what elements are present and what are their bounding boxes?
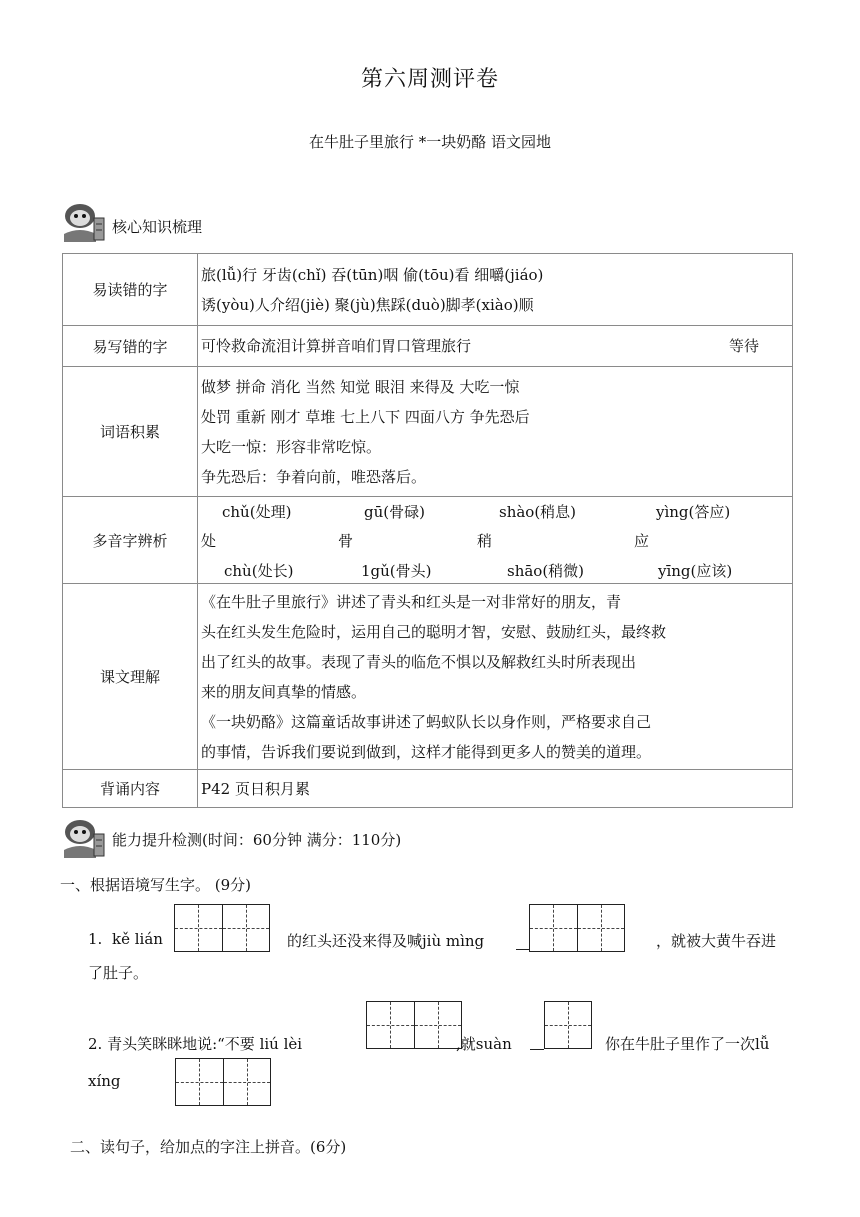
section-heading-ability: 能力提升检测(时间：60分钟 满分：110分) [112, 831, 402, 849]
row-header: 背诵内容 [63, 770, 198, 808]
polyphone-char: 骨 [338, 532, 354, 550]
polyphone-char: 处 [201, 532, 217, 550]
content-line: P42 页日积月累 [201, 779, 310, 798]
polyphone-reading: yīng(应该) [658, 562, 733, 580]
content-line: 头在红头发生危险时，运用自己的聪明才智，安慰、鼓励红头，最终救 [201, 622, 667, 641]
polyphone-reading: chǔ(处理) [222, 503, 292, 521]
q1-item2-text: 2. 青头笑眯眯地说:“不要 liú lèi [88, 1035, 303, 1053]
q1-item2-text-cont2: 你在牛肚子里作了一次lǚ [605, 1035, 770, 1053]
polyphone-char: 应 [634, 532, 650, 550]
content-line: 大吃一惊：形容非常吃惊。 [201, 437, 382, 456]
content-tail: 等待 [729, 337, 760, 355]
q1-item2-pinyin: xíng [88, 1072, 121, 1090]
content-line: 《在牛肚子里旅行》讲述了青头和红头是一对非常好的朋友，青 [201, 592, 622, 611]
polyphone-char: 稍 [477, 532, 493, 550]
q1-item1-text: 的红头还没来得及喊jiù mìng [287, 932, 485, 950]
content-line: 诱(yòu)人介绍(jiè) 聚(jù)焦踩(duò)脚孝(xiào)顺 [201, 295, 534, 314]
writing-grid[interactable] [529, 904, 625, 952]
table-row [63, 770, 793, 808]
content-line: 做梦 拼命 消化 当然 知觉 眼泪 来得及 大吃一惊 [201, 377, 520, 396]
content-line: 旅(lǚ)行 牙齿(chǐ) 吞(tūn)咽 偷(tōu)看 细嚼(jiáo) [201, 265, 544, 284]
content-line: 可怜救命流泪计算拼音咱们胃口管理旅行 [201, 337, 472, 355]
row-content [198, 584, 793, 770]
content-line: 的事情，告诉我们要说到做到，这样才能得到更多人的赞美的道理。 [201, 742, 652, 761]
q1-item1-text-end: 了肚子。 [88, 964, 149, 982]
writing-grid[interactable] [175, 1058, 271, 1106]
q1-item1-number: 1. [88, 930, 103, 948]
cartoon-reader-icon [60, 200, 108, 244]
page-subtitle: 在牛肚子里旅行 *一块奶酪 语文园地 [308, 133, 552, 151]
content-line: 争先恐后：争着向前，唯恐落后。 [201, 467, 427, 486]
answer-underline [516, 949, 529, 950]
writing-grid[interactable] [366, 1001, 462, 1049]
table-row [63, 367, 793, 497]
content-line: 处罚 重新 刚才 草堆 七上八下 四面八方 争先恐后 [201, 407, 530, 426]
polyphone-reading: chù(处长) [224, 562, 294, 580]
cartoon-reader-icon [60, 816, 108, 860]
content-line: 出了红头的故事。表现了青头的临危不惧以及解救红头时所表现出 [201, 652, 637, 671]
q1-item2-text-cont: ,就suàn [456, 1035, 512, 1053]
polyphone-reading: yìng(答应) [656, 503, 731, 521]
polyphone-reading: shào(稍息) [499, 503, 577, 521]
q1-item1-text-cont: ，就被大黄牛吞进 [656, 932, 777, 950]
question-2-heading: 二、读句子，给加点的字注上拼音。(6分) [70, 1138, 347, 1156]
row-header: 词语积累 [63, 367, 198, 497]
polyphone-reading: 1gǔ(骨头) [361, 562, 432, 580]
writing-grid[interactable] [544, 1001, 592, 1049]
writing-grid[interactable] [174, 904, 270, 952]
row-content [198, 770, 793, 808]
row-content [198, 326, 793, 367]
content-line: 《一块奶酪》这篇童话故事讲述了蚂蚁队长以身作则，严格要求自己 [201, 712, 652, 731]
polyphone-reading: gū(骨碌) [364, 503, 425, 521]
row-content [198, 367, 793, 497]
table-row [63, 584, 793, 770]
knowledge-table [62, 253, 793, 808]
table-row [63, 497, 793, 584]
row-header: 多音字辨析 [63, 497, 198, 584]
answer-underline [530, 1049, 544, 1050]
table-row [63, 254, 793, 326]
page-title: 第六周测评卷 [360, 67, 499, 92]
content-line: 来的朋友间真挚的情感。 [201, 682, 367, 701]
row-content [198, 497, 793, 584]
table-row [63, 326, 793, 367]
row-header: 易读错的字 [63, 254, 198, 326]
q1-item1-pinyin: kě lián [112, 930, 163, 948]
polyphone-reading: shāo(稍微) [507, 562, 585, 580]
question-1-heading: 一、根据语境写生字。 (9分) [60, 876, 252, 894]
section-heading-knowledge: 核心知识梳理 [112, 218, 203, 236]
row-content [198, 254, 793, 326]
row-header: 课文理解 [63, 584, 198, 770]
row-header: 易写错的字 [63, 326, 198, 367]
